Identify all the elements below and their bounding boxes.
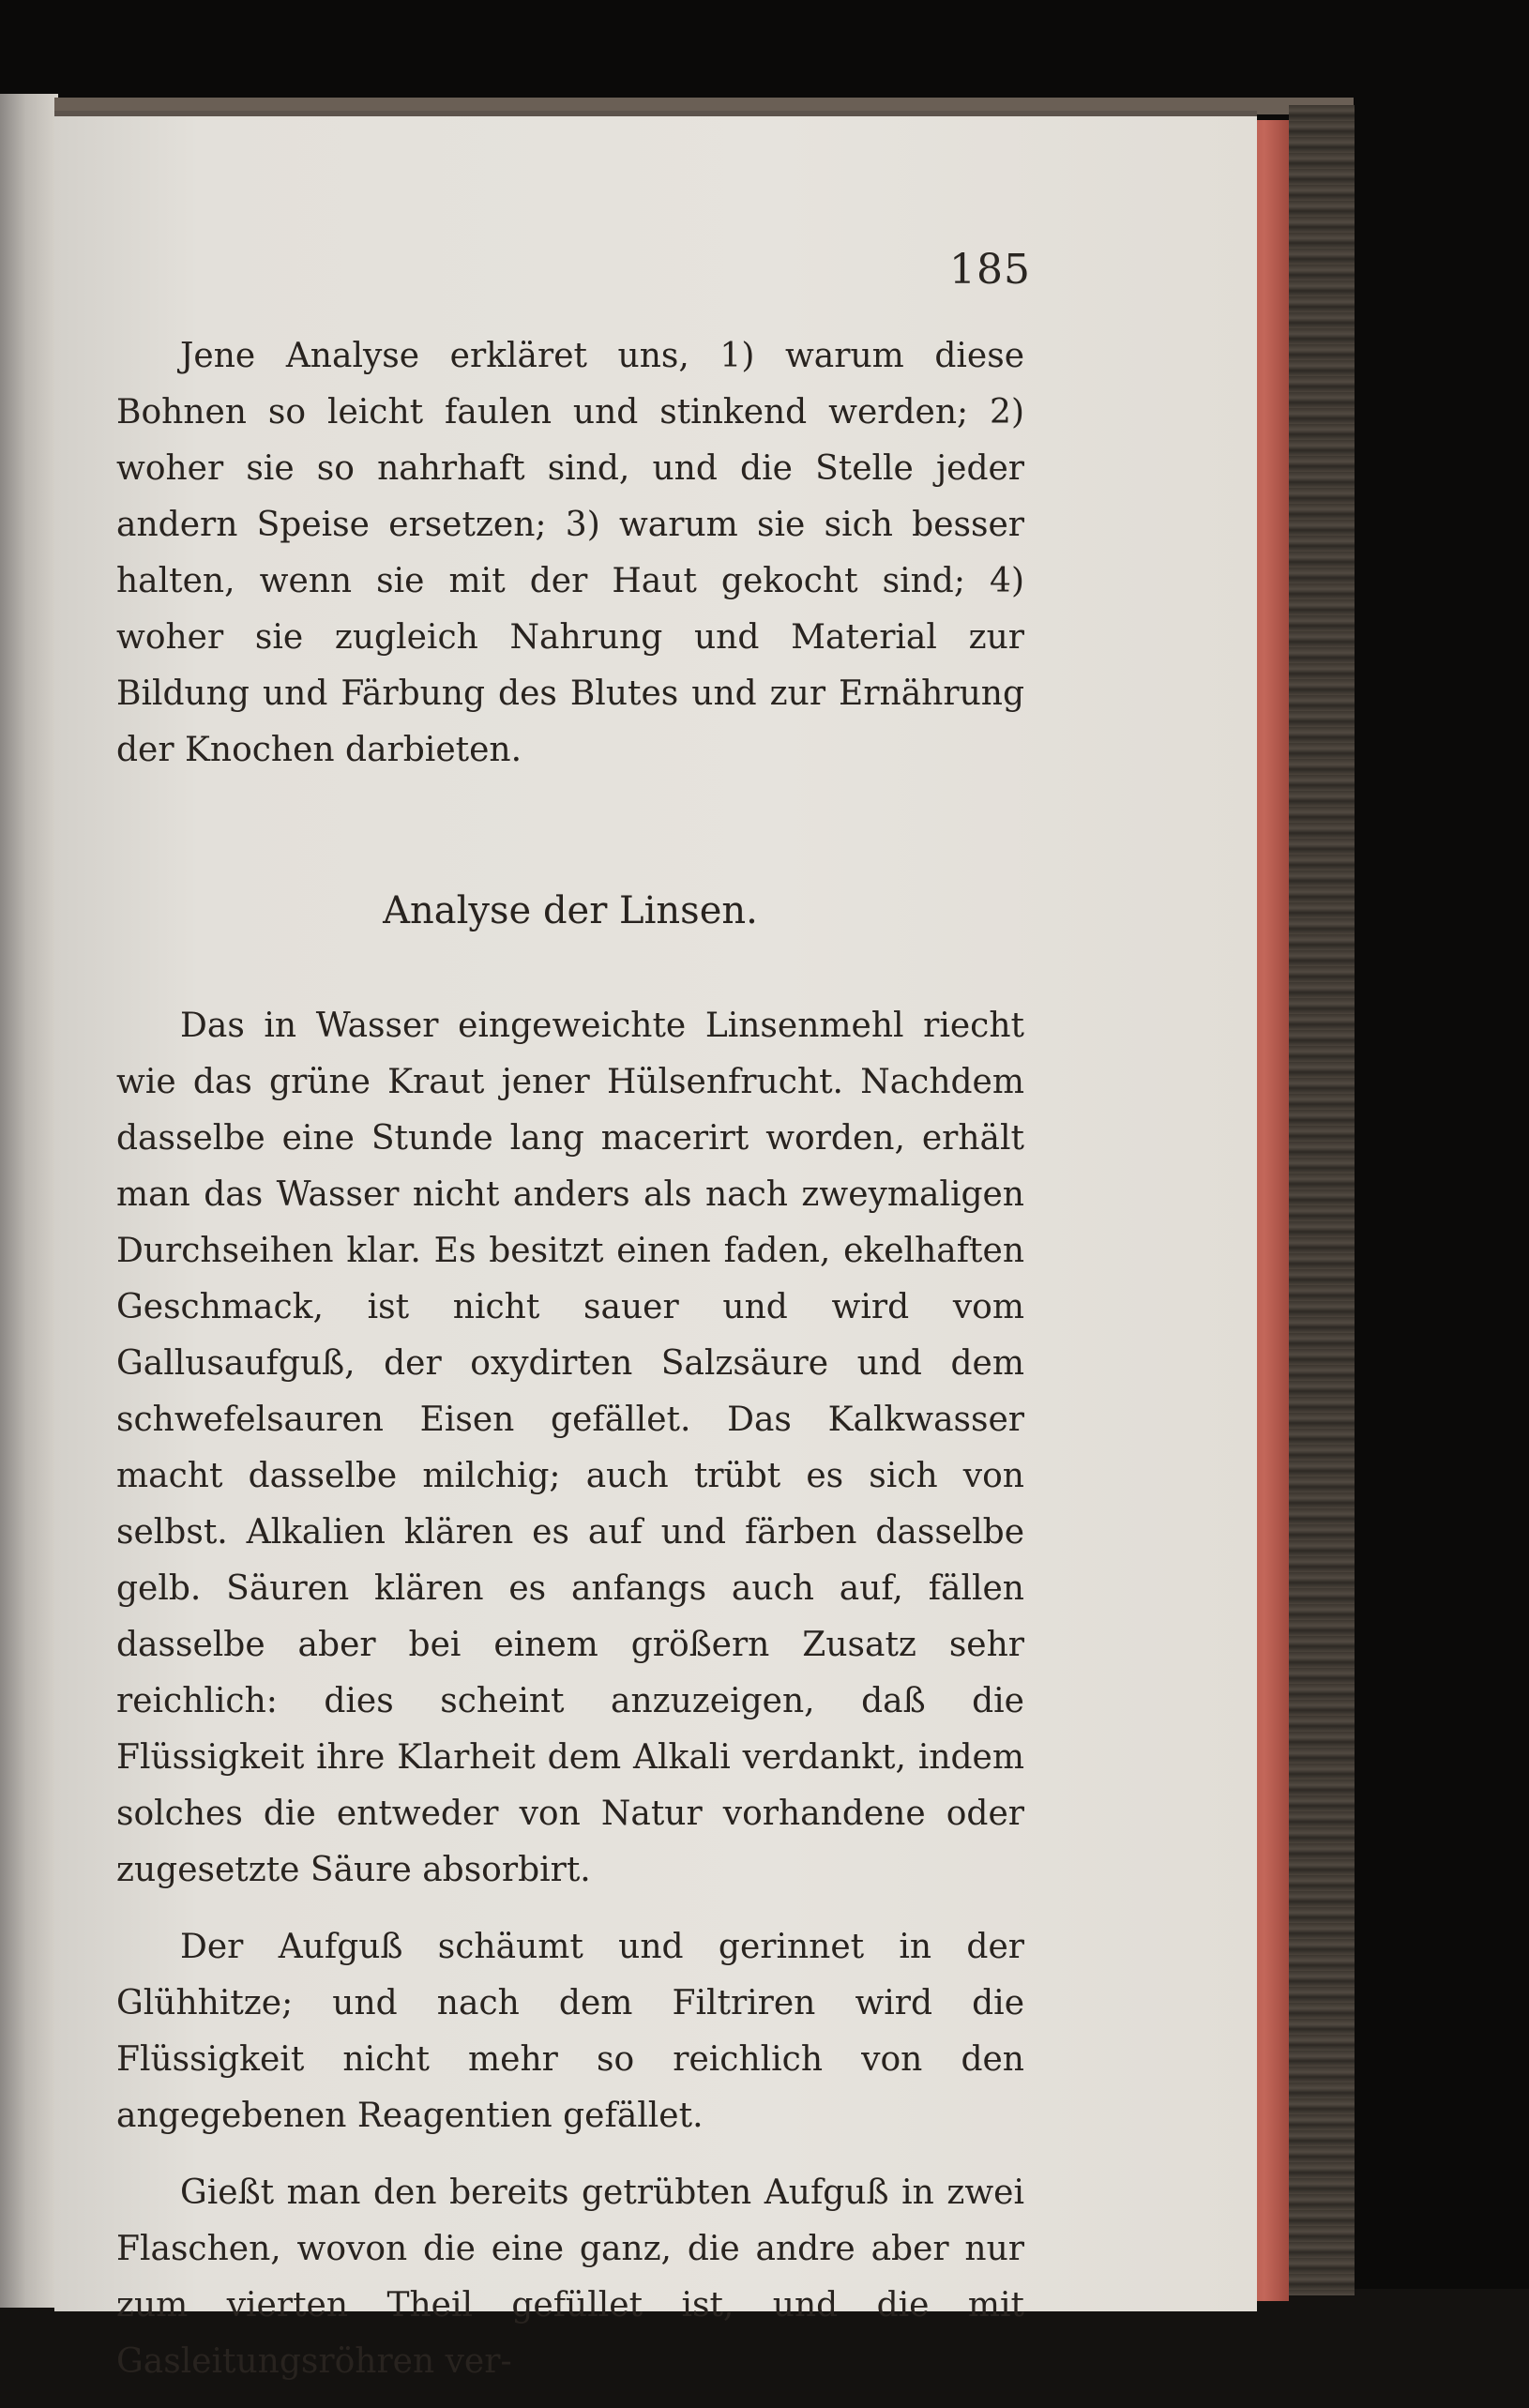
paragraph: Jene Analyse erkläret uns, 1) warum diese Bohnen so leicht faulen und stinkend werden; 2) woher sie so nahrhaft sind, und die Stelle jeder andern Speise ersetzen; 3) warum sie sich besser halten, wenn sie mit der Haut gekocht sind; 4) woher sie zugleich Nahrung und Material zur Bildung und Färbung des Blutes und zur Ernährung der Knochen darbieten. — [116, 337, 1024, 769]
paragraph: Gießt man den bereits getrübten Aufguß in zwei Flaschen, wovon die eine ganz, die andre aber nur zum vierten Theil gefüllet ist, und die mit Gasleitungsröhren ver- — [116, 2173, 1024, 2381]
book-cover-edge — [1289, 105, 1355, 2295]
paragraph-gap — [116, 2144, 1024, 2165]
left-page-edge — [0, 94, 58, 2308]
section-heading: Analyse der Linsen. — [383, 889, 758, 932]
page-number: 185 — [949, 246, 1031, 294]
page-text — [116, 328, 1024, 2390]
paragraph: Der Aufguß schäumt und gerinnet in der Glühhitze; und nach dem Filtriren wird die Flüssigkeit nicht mehr so reichlich von den angegebenen Reagentien gefället. — [116, 1928, 1024, 2135]
paragraph-gap — [116, 1899, 1024, 1919]
paragraph: Das in Wasser eingeweichte Linsenmehl riecht wie das grüne Kraut jener Hülsenfrucht. Nachdem dasselbe eine Stunde lang macerirt worden, erhält man das Wasser nicht anders als nach zweymaligen Durchseihen klar. Es besitzt einen faden, ekelhaften Geschmack, ist nicht sauer und wird vom Gallusaufguß, der oxydirten Salzsäure und dem schwefelsauren Eisen gefället. Das Kalkwasser macht dasselbe milchig; auch trübt es sich von selbst. Alkalien klären es auf und färben dasselbe gelb. Säuren klären es anfangs auch auf, fällen dasselbe aber bei einem größern Zusatz sehr reichlich: dies scheint anzuzeigen, daß die Flüssigkeit ihre Klarheit dem Alkali verdankt, indem solches die entweder von Natur vorhandene oder zugesetzte Säure absorbirt. — [116, 1007, 1024, 1889]
